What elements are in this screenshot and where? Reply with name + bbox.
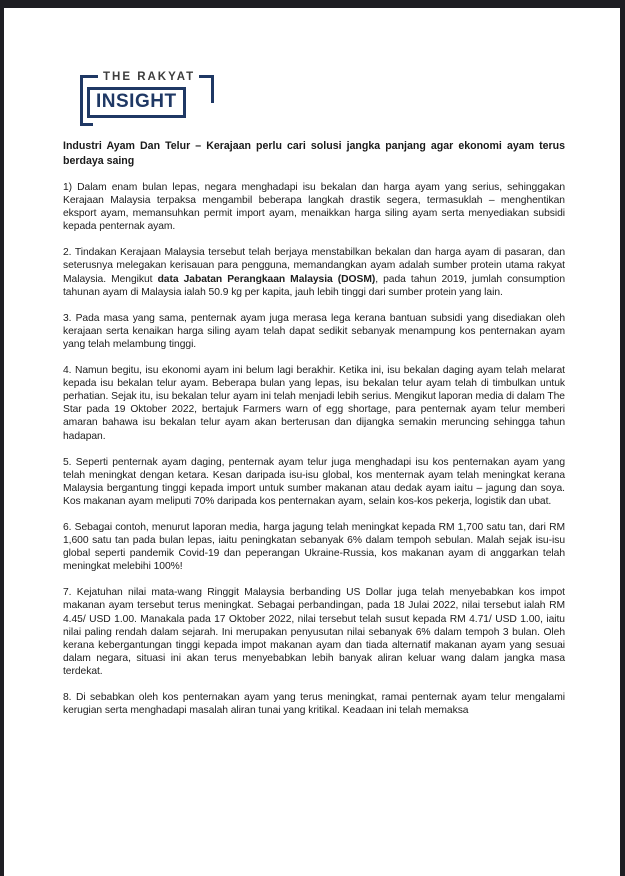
article-title: Industri Ayam Dan Telur – Kerajaan perlu cari solusi jangka panjang agar ekonomi ayam terus berdaya saing xyxy=(63,140,565,167)
document-page xyxy=(4,8,620,876)
paragraph-7: 7. Kejatuhan nilai mata-wang Ringgit Malaysia berbanding US Dollar juga telah menyebabkan kos impot makanan ayam tersebut terus meningkat. Sebagai perbandingan, pada 18 Julai 2022, nilai tersebut ialah RM 4.45/ USD 1.00. Manakala pada 17 Oktober 2022, nilai tersebut telah susut kepada RM 4.71/ USD 1.00, iaitu nilai paling rendah dalam sejarah. Ini merupakan penyusutan nilai sebanyak 6% dalam tempoh 3 bulan. Oleh kerana kebergantungan tinggi kepada impot makanan ayam dan tiada alternatif makanan ayam yang sesuai dalam negara, situasi ini akan terus menyebabkan lebih banyak aliran keluar wang dalam jangka masa terdekat. xyxy=(63,587,565,677)
paragraph-2-bold-dosm: data Jabatan Perangkaan Malaysia (DOSM) xyxy=(157,273,376,285)
logo-wordmark-box: INSIGHT xyxy=(87,87,186,118)
paragraph-2-text: 2. Tindakan Kerajaan Malaysia tersebut telah berjaya menstabilkan bekalan dan harga ayam di pasaran, dan seterusnya melegakan kerisauan para pengguna, memandangkan ayam adalah sumber protein utama rakyat Malaysia. Mengikut xyxy=(63,247,565,285)
logo-wordmark-top: THE RAKYAT xyxy=(103,70,196,83)
paragraph-2-text: , pada tahun 2019, jumlah consumption tahunan ayam di Malaysia ialah 50.9 kg per kapita, jauh lebih tinggi dari sumber protein yang lain. xyxy=(63,273,565,298)
paragraph-3: 3. Pada masa yang sama, penternak ayam juga merasa lega kerana bantuan subsidi yang disediakan oleh kerajaan serta kenaikan harga siling ayam telah dapat sedikit sebanyak menampung kos penternakan ayam yang telah melambung tinggi. xyxy=(63,312,565,350)
paragraph-4: 4. Namun begitu, isu ekonomi ayam ini belum lagi berakhir. Ketika ini, isu bekalan daging ayam telah melarat kepada isu bekalan telur ayam. Beberapa bulan yang lepas, isu bekalan telur ayam telah di timbulkan untuk perhatian. Sejak itu, isu bekalan telur ayam ini telah menjadi lebih serius. Mengikut laporan media di dalam The Star pada 19 Oktober 2022, bertajuk Farmers warn of egg shortage, para penternak ayam telur memberi amaran bahawa isu bekalan telur ayam akan berterusan dan dijangka semakin meruncing sehingga tahun hadapan. xyxy=(63,365,565,442)
paragraph-2 xyxy=(63,246,565,298)
logo-top-row xyxy=(89,70,214,83)
paragraph-6: 6. Sebagai contoh, menurut laporan media, harga jagung telah meningkat kepada RM 1,700 satu tan, dari RM 1,600 satu tan pada bulan lepas, iaitu peningkatan sebanyak 6% dalam tempoh sebulan. Malah sejak isu-isu global seperti pandemik Covid-19 dan peperangan Ukraine-Russia, kos makanan ayam di anggarkan telah meningkat melebihi 100%! xyxy=(63,521,565,573)
paragraph-5: 5. Seperti penternak ayam daging, penternak ayam telur juga menghadapi isu kos penternakan ayam yang telah meningkat dengan ketara. Kesan daripada isu-isu global, kos menternak ayam telah meningkat kerana Malaysia bergantung tinggi kepada import untuk sumber makanan atau dedak ayam iaitu – jagung dan soya. Kos makanan ayam meliputi 70% daripada kos penternakan ayam, selain kos-kos pekerja, logistik dan ubat. xyxy=(63,456,565,507)
paragraph-1: 1) Dalam enam bulan lepas, negara menghadapi isu bekalan dan harga ayam yang serius, sehinggakan Kerajaan Malaysia terpaksa mengambil beberapa langkah drastik segera, termasuklah – menghentikan eksport ayam, memansuhkan permit import ayam, menaikkan harga siling ayam serta menyediakan subsidi kepada penternak ayam. xyxy=(63,182,565,233)
rakyat-insight-logo xyxy=(80,70,214,124)
paragraph-8: 8. Di sebabkan oleh kos penternakan ayam yang terus meningkat, ramai penternak ayam telur mengalami kerugian serta menghadapi masalah aliran tunai yang kritikal. Keadaan ini telah memaksa xyxy=(63,692,565,717)
logo-right-bracket-icon xyxy=(199,75,214,103)
logo-left-bracket-icon xyxy=(80,75,93,126)
